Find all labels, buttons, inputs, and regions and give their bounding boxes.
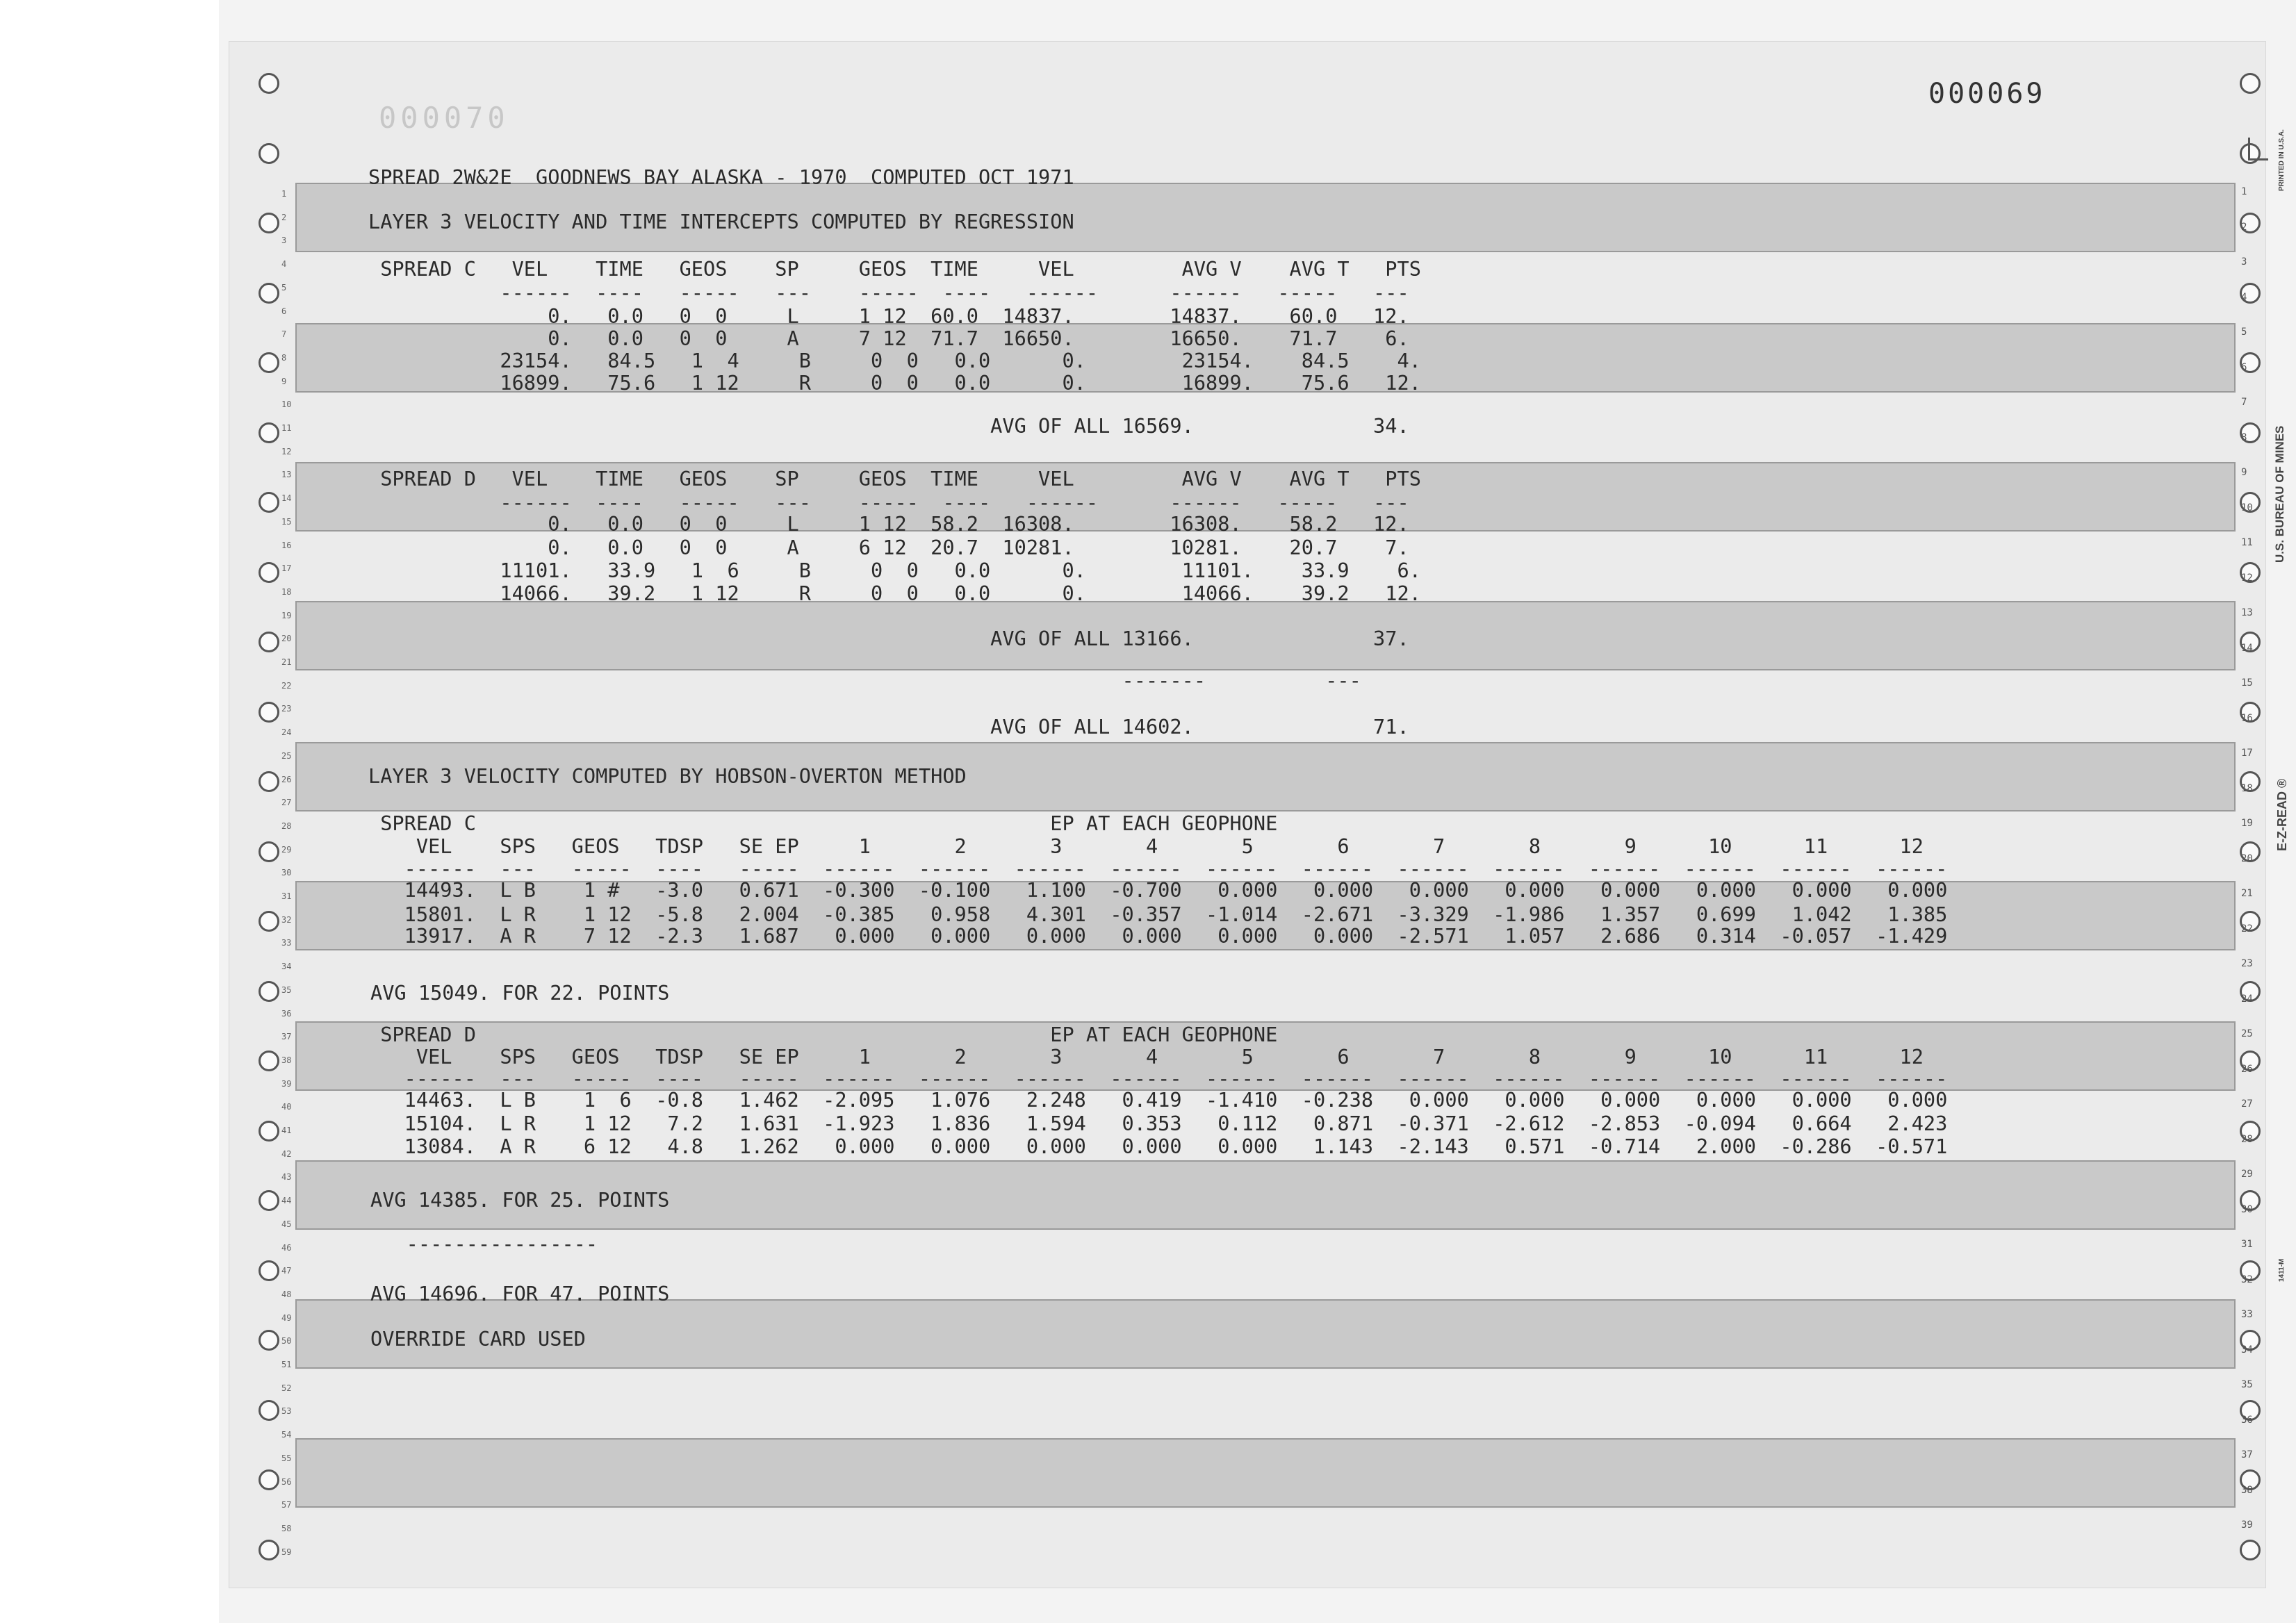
right-margin-number: 6 [2241, 361, 2247, 373]
printout-line: SPREAD C VEL TIME GEOS SP GEOS TIME VEL AVG V AVG T PTS [368, 257, 1421, 281]
right-margin-number: 36 [2241, 1414, 2253, 1426]
line-number-marker: 37 [281, 1032, 292, 1042]
line-number-marker: 15 [281, 516, 292, 527]
line-number-marker: 48 [281, 1289, 292, 1299]
printout-line: AVG 14385. FOR 25. POINTS [370, 1188, 670, 1212]
right-margin-number: 8 [2241, 431, 2247, 443]
tractor-feed-hole [259, 702, 279, 723]
printout-line: 0. 0.0 0 0 L 1 12 60.0 14837. 14837. 60.0 12. [368, 304, 1409, 328]
right-margin-number: 27 [2241, 1098, 2253, 1110]
right-margin-number: 37 [2241, 1449, 2253, 1460]
printout-line: 11101. 33.9 1 6 B 0 0 0.0 0. 11101. 33.9 6. [368, 559, 1421, 582]
right-margin-number: 4 [2241, 291, 2247, 303]
line-number-marker: 31 [281, 891, 292, 901]
printout-line: ------ ---- ----- --- ----- ---- ------ ------ ----- --- [368, 281, 1409, 304]
tractor-feed-hole [259, 1400, 279, 1421]
printout-line: 0. 0.0 0 0 A 6 12 20.7 10281. 10281. 20.7 7. [368, 536, 1409, 559]
printout-line: 0. 0.0 0 0 A 7 12 71.7 16650. 16650. 71.7 6. [368, 327, 1409, 350]
line-number-marker: 21 [281, 657, 292, 667]
line-number-marker: 17 [281, 563, 292, 574]
ezread-label: E-Z-READ ® [2275, 778, 2289, 851]
printed-in-usa-label: PRINTED IN U.S.A. [2278, 129, 2286, 191]
form-number-label: 1411-M [2278, 1258, 2286, 1282]
right-margin-number: 16 [2241, 712, 2253, 724]
printout-line: 13084. A R 6 12 4.8 1.262 0.000 0.000 0.000 0.000 0.000 1.143 -2.143 0.571 -0.714 2.000 -0.286 -0.571 [368, 1135, 1948, 1158]
tractor-feed-hole [259, 1260, 279, 1281]
line-number-marker: 46 [281, 1242, 292, 1253]
right-margin-number: 5 [2241, 327, 2247, 338]
printout-line: 14463. L B 1 6 -0.8 1.462 -2.095 1.076 2.248 0.419 -1.410 -0.238 0.000 0.000 0.000 0.000 0.000 0.000 [368, 1088, 1948, 1112]
printout-line: ------- --- [368, 668, 1361, 692]
right-margin-number: 20 [2241, 852, 2253, 864]
line-number-marker: 6 [281, 306, 287, 316]
tractor-feed-hole [259, 1190, 279, 1211]
right-margin-number: 10 [2241, 502, 2253, 513]
tractor-feed-hole [259, 352, 279, 373]
printout-line: ------ ---- ----- --- ----- ---- ------ ------ ----- --- [368, 491, 1409, 514]
right-margin-number: 18 [2241, 782, 2253, 794]
right-margin-number: 32 [2241, 1274, 2253, 1285]
line-number-marker: 38 [281, 1055, 292, 1065]
tractor-feed-hole [259, 1540, 279, 1560]
printout-line: SPREAD D VEL TIME GEOS SP GEOS TIME VEL AVG V AVG T PTS [368, 467, 1421, 491]
line-number-marker: 20 [281, 634, 292, 644]
line-number-marker: 36 [281, 1008, 292, 1019]
line-number-marker: 16 [281, 540, 292, 550]
right-margin-number: 24 [2241, 993, 2253, 1005]
line-number-marker: 27 [281, 798, 292, 808]
tractor-feed-hole [259, 981, 279, 1002]
line-number-marker: 14 [281, 493, 292, 504]
printout-line: LAYER 3 VELOCITY COMPUTED BY HOBSON-OVERTON METHOD [368, 764, 967, 788]
printout-line: ---------------- [370, 1232, 598, 1255]
right-margin-number: 38 [2241, 1484, 2253, 1496]
tractor-feed-hole [259, 841, 279, 862]
right-margin-number: 11 [2241, 537, 2253, 548]
tractor-feed-hole [259, 911, 279, 932]
line-number-marker: 40 [281, 1102, 292, 1112]
tractor-feed-hole [259, 562, 279, 583]
line-number-marker: 2 [281, 212, 287, 222]
bureau-of-mines-label: U.S. BUREAU OF MINES [2273, 425, 2286, 563]
printout-line: LAYER 3 VELOCITY AND TIME INTERCEPTS COMPUTED BY REGRESSION [368, 210, 1074, 233]
printout-line: AVG 15049. FOR 22. POINTS [370, 981, 670, 1005]
tractor-feed-hole [259, 1051, 279, 1071]
printout-line: SPREAD 2W&2E GOODNEWS BAY ALASKA - 1970 COMPUTED OCT 1971 [368, 165, 1074, 189]
right-margin-number: 13 [2241, 607, 2253, 618]
tractor-feed-hole [259, 632, 279, 652]
line-number-marker: 45 [281, 1219, 292, 1229]
line-number-marker: 57 [281, 1500, 292, 1510]
printout-line: AVG 14696. FOR 47. POINTS [370, 1282, 670, 1305]
line-number-marker: 10 [281, 399, 292, 410]
tractor-feed-hole [259, 143, 279, 164]
printout-line: 16899. 75.6 1 12 R 0 0 0.0 0. 16899. 75.6 12. [368, 371, 1421, 395]
line-number-marker: 50 [281, 1336, 292, 1346]
line-number-marker: 35 [281, 984, 292, 995]
line-number-marker: 39 [281, 1078, 292, 1089]
right-margin-number: 34 [2241, 1344, 2253, 1356]
right-margin-number: 30 [2241, 1203, 2253, 1215]
printout-line: 15801. L R 1 12 -5.8 2.004 -0.385 0.958 4.301 -0.357 -1.014 -2.671 -3.329 -1.986 1.357 0.699 1.042 1.385 [368, 903, 1948, 926]
line-number-marker: 34 [281, 962, 292, 972]
right-margin-number: 15 [2241, 677, 2253, 689]
tractor-feed-hole [259, 283, 279, 304]
line-number-marker: 12 [281, 446, 292, 456]
line-number-marker: 9 [281, 376, 287, 386]
line-number-marker: 23 [281, 704, 292, 714]
tractor-feed-hole [259, 1330, 279, 1351]
line-number-marker: 18 [281, 586, 292, 597]
printout-line: 13917. A R 7 12 -2.3 1.687 0.000 0.000 0.000 0.000 0.000 0.000 -2.571 1.057 2.686 0.314 -0.057 -1.429 [368, 924, 1948, 948]
printout-line: 14493. L B 1 # -3.0 0.671 -0.300 -0.100 1.100 -0.700 0.000 0.000 0.000 0.000 0.000 0.000 0.000 0.000 [368, 878, 1948, 902]
line-number-marker: 51 [281, 1360, 292, 1369]
printout-line: 0. 0.0 0 0 L 1 12 58.2 16308. 16308. 58.2 12. [368, 512, 1409, 536]
line-number-marker: 55 [281, 1453, 292, 1463]
tractor-feed-hole [259, 771, 279, 792]
tractor-feed-hole [259, 492, 279, 513]
printout-line: 14066. 39.2 1 12 R 0 0 0.0 0. 14066. 39.2 12. [368, 582, 1421, 605]
right-margin-number: 35 [2241, 1379, 2253, 1390]
tractor-feed-hole [259, 73, 279, 94]
line-number-marker: 33 [281, 938, 292, 948]
right-margin-number: 3 [2241, 256, 2247, 267]
printout-line: 15104. L R 1 12 7.2 1.631 -1.923 1.836 1.594 0.353 0.112 0.871 -0.371 -2.612 -2.853 -0.094 0.664 2.423 [368, 1112, 1948, 1135]
printout-line: AVG OF ALL 14602. 71. [368, 715, 1409, 739]
line-number-marker: 5 [281, 282, 287, 293]
printout-line: AVG OF ALL 16569. 34. [368, 414, 1409, 438]
line-number-marker: 19 [281, 610, 292, 620]
faint-offset-number: 000070 [379, 101, 509, 135]
printout-line: ------ --- ----- ---- ----- ------ ------ ------ ------ ------ ------ ------ ------ ------ ------ ------ ------ [368, 1066, 1948, 1090]
right-margin-number: 7 [2241, 397, 2247, 408]
right-margin-number: 14 [2241, 642, 2253, 654]
right-margin-number: 26 [2241, 1063, 2253, 1075]
line-number-marker: 47 [281, 1266, 292, 1276]
line-number-marker: 26 [281, 774, 292, 784]
tractor-feed-hole [259, 1469, 279, 1490]
printout-line: VEL SPS GEOS TDSP SE EP 1 2 3 4 5 6 7 8 9 10 11 12 [368, 1045, 1924, 1069]
right-margin-number: 33 [2241, 1309, 2253, 1320]
line-number-marker: 42 [281, 1148, 292, 1159]
line-number-marker: 7 [281, 329, 287, 340]
line-number-marker: 52 [281, 1383, 292, 1393]
printout-line: 23154. 84.5 1 4 B 0 0 0.0 0. 23154. 84.5 4. [368, 349, 1421, 372]
line-number-marker: 44 [281, 1196, 292, 1206]
tractor-feed-hole [259, 422, 279, 443]
line-number-marker: 24 [281, 727, 292, 738]
right-margin-number: 23 [2241, 958, 2253, 969]
line-number-marker: 22 [281, 680, 292, 691]
line-number-marker: 58 [281, 1523, 292, 1533]
document-number: 000069 [1928, 78, 2046, 110]
right-margin-number: 39 [2241, 1519, 2253, 1531]
printout-line: SPREAD C EP AT EACH GEOPHONE [368, 812, 1278, 835]
right-margin-number: 19 [2241, 818, 2253, 829]
printout-line: OVERRIDE CARD USED [370, 1327, 586, 1351]
line-number-marker: 43 [281, 1172, 292, 1183]
right-margin-number: 1 [2241, 186, 2247, 197]
corner-bracket-icon [2248, 138, 2268, 160]
line-number-marker: 28 [281, 821, 292, 831]
line-number-marker: 25 [281, 750, 292, 761]
tractor-feed-hole [259, 1121, 279, 1142]
line-number-marker: 29 [281, 844, 292, 855]
line-number-marker: 49 [281, 1312, 292, 1323]
line-number-marker: 4 [281, 259, 287, 270]
line-number-marker: 11 [281, 423, 292, 433]
printout-line: VEL SPS GEOS TDSP SE EP 1 2 3 4 5 6 7 8 9 10 11 12 [368, 834, 1924, 858]
line-number-marker: 13 [281, 470, 292, 480]
line-number-marker: 54 [281, 1430, 292, 1440]
greenbar-band [295, 1438, 2236, 1508]
printout-line: SPREAD D EP AT EACH GEOPHONE [368, 1023, 1278, 1046]
line-number-marker: 32 [281, 914, 292, 925]
line-number-marker: 30 [281, 868, 292, 878]
line-number-marker: 53 [281, 1406, 292, 1417]
right-margin-number: 9 [2241, 467, 2247, 478]
tractor-feed-hole [259, 213, 279, 233]
line-number-marker: 59 [281, 1547, 292, 1557]
tractor-feed-hole [2240, 1540, 2261, 1560]
line-number-marker: 1 [281, 189, 287, 199]
greenbar-band [295, 1299, 2236, 1369]
right-margin-number: 22 [2241, 923, 2253, 934]
right-margin-number: 31 [2241, 1239, 2253, 1250]
tractor-feed-hole [2240, 73, 2261, 94]
printout-line: ------ --- ----- ---- ----- ------ ------ ------ ------ ------ ------ ------ ------ ------ ------ ------ ------ [368, 857, 1948, 880]
line-number-marker: 3 [281, 236, 287, 246]
right-margin-number: 2 [2241, 221, 2247, 233]
right-margin-number: 28 [2241, 1133, 2253, 1145]
line-number-marker: 56 [281, 1476, 292, 1487]
right-margin-number: 17 [2241, 748, 2253, 759]
right-margin-number: 25 [2241, 1028, 2253, 1039]
right-margin-number: 29 [2241, 1169, 2253, 1180]
right-margin-number: 12 [2241, 572, 2253, 584]
printout-line: AVG OF ALL 13166. 37. [368, 627, 1409, 650]
line-number-marker: 8 [281, 352, 287, 363]
right-margin-number: 21 [2241, 888, 2253, 899]
line-number-marker: 41 [281, 1126, 292, 1135]
